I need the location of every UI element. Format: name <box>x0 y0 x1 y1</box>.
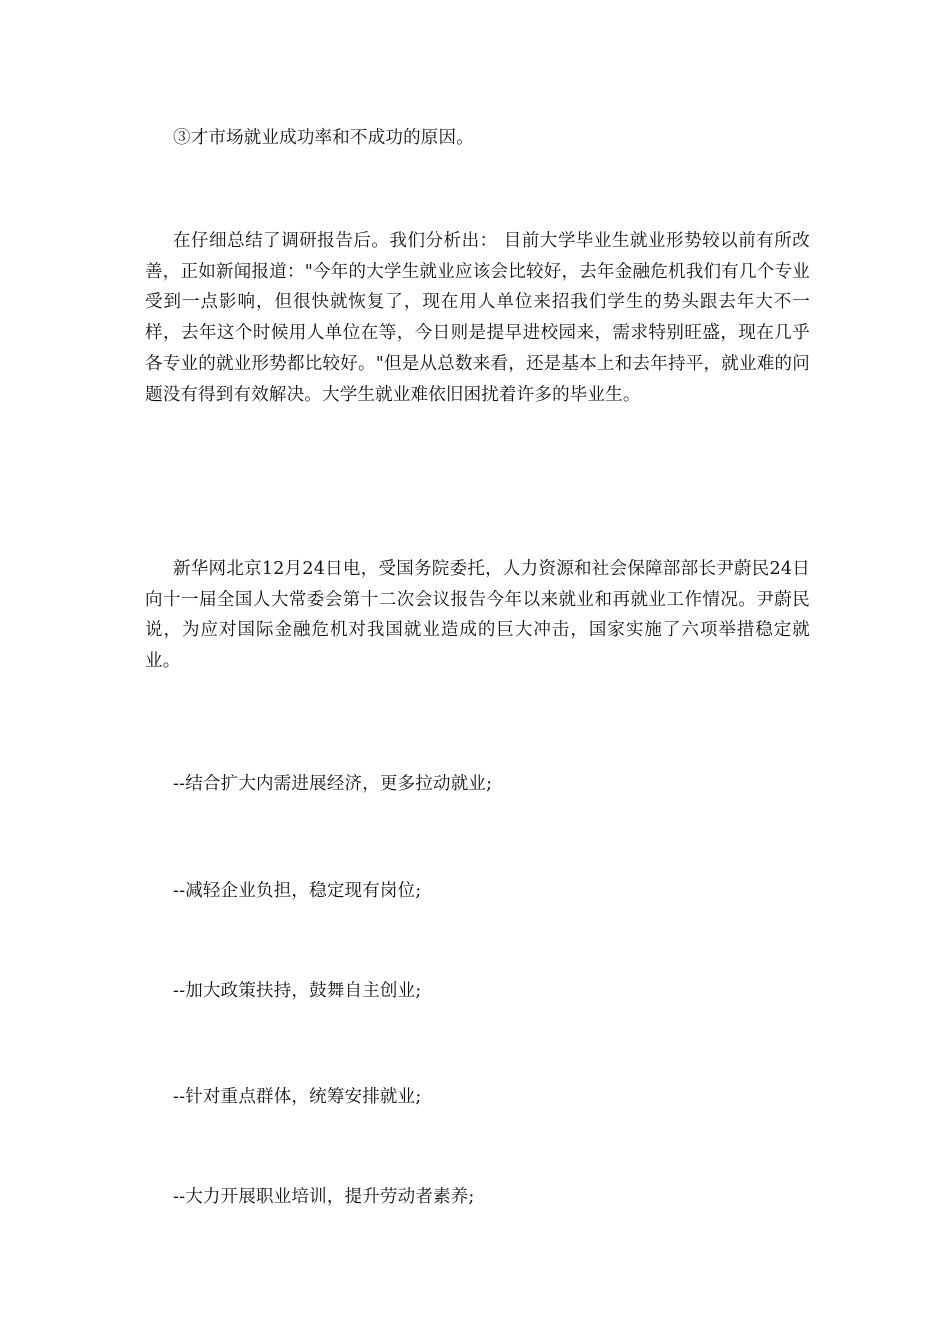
analysis-paragraph: 在仔细总结了调研报告后。我们分析出： 目前大学毕业生就业形势较以前有所改善，正如新闻报道："今年的大学生就业应该会比较好，去年金融危机我们有几个专业受到一点影响，但很快就恢复了，现在用人单位来招我们学生的势头跟去年大不一样，去年这个时候用人单位在等，今日则是提早进校园来，需求特别旺盛，现在几乎各专业的就业形势都比较好。"但是从总数来看，还是基本上和去年持平，就业难的问题没有得到有效解决。大学生就业难依旧困扰着许多的毕业生。 <box>145 231 810 405</box>
reason-paragraph: ③才市场就业成功率和不成功的原因。 <box>173 128 474 148</box>
news-paragraph: 新华网北京12月24日电，受国务院委托，人力资源和社会保障部部长尹蔚民24日向十一届全国人大常委会第十二次会议报告今年以来就业和再就业工作情况。尹蔚民说，为应对国际金融危机对我国就业造成的巨大冲击，国家实施了六项举措稳定就业。 <box>145 559 810 672</box>
measure-item: --结合扩大内需进展经济，更多拉动就业; <box>173 774 493 794</box>
measure-item: --减轻企业负担，稳定现有岗位; <box>173 881 422 901</box>
measure-item: --针对重点群体，统筹安排就业; <box>173 1087 422 1107</box>
measure-item: --加大政策扶持，鼓舞自主创业; <box>173 981 422 1001</box>
measure-item: --大力开展职业培训，提升劳动者素养; <box>173 1187 475 1207</box>
